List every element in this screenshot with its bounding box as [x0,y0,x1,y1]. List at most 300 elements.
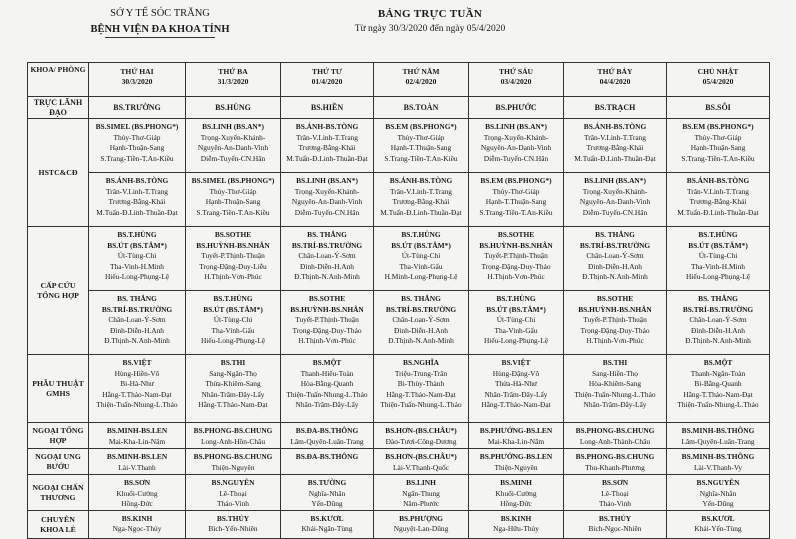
duty-cell [374,97,469,119]
doctor-name: BS.PHƯỢNG [399,513,443,523]
staff-names: Nguyên-An-Danh-Vinh [579,197,651,207]
staff-names: Lài-V.Thanh [118,462,156,472]
doctor-name: BS.HUỲNH-BS.NHÂN [479,240,553,250]
staff-names: Trân-V.Linh-T.Trang [583,132,646,142]
duty-cell [469,119,564,173]
roster-row [28,173,770,227]
duty-cell [89,227,186,291]
duty-cell [564,97,667,119]
staff-names: Nguyệt-Lan-Dũng [393,524,449,534]
staff-names: Thủy-Thơ-Giáp [209,186,257,196]
roster-row [28,423,770,449]
staff-names: Tuyết-P.Thịnh-Thuận [295,315,359,325]
staff-names: Lê-Thoại [219,488,247,498]
duty-cell [564,173,667,227]
duty-cell [281,449,374,475]
duty-cell [374,423,469,449]
doctor-name: BS.TRÍ-BS.TRƯỜNG [291,240,363,250]
doctor-name: BS.TRƯỜNG [113,102,161,112]
staff-names: Thu-Khanh-Phương [585,462,645,472]
staff-names: Hằng-T.Thảo-Nam-Đạt [683,389,753,399]
roster-row [28,475,770,511]
staff-names: Khải-Ngân-Tùng [301,524,353,534]
staff-names: Lài-V.Thanh-Vy [693,462,743,472]
staff-names: Yến-Dũng [311,499,343,509]
doctor-name: BS.LINH (BS.AN*) [296,176,358,185]
doctor-name: BS.VIỆT [122,358,152,367]
doctor-name: BS.PHƯỚNG-BS.LEN [479,426,553,435]
staff-names: Thừa-Hà-Như [494,379,538,389]
staff-names: Lâm-Quyên-Luân-Trang [681,436,755,446]
staff-names: Nga-Ngọc-Thủy [112,524,162,534]
doctor-name: BS.EM (BS.PHONG*) [682,122,754,131]
staff-names: Tuyết-P.Thịnh-Thuận [484,251,548,261]
duty-cell [89,510,186,538]
staff-names: Long-Anh-Thành-Châu [579,436,651,446]
staff-names: Bích-Ngọc-Nhiên [588,524,642,534]
staff-names: Thủy-Thơ-Giáp [113,132,161,142]
staff-names: Hiếu-Long-Phụng-Lệ [104,272,170,282]
doctor-name: BS.ĐA-BS.THÔNG [295,452,359,461]
staff-names: Yến-Dũng [702,499,734,509]
staff-names: Đình-Diễn-H.Anh [588,261,642,271]
hospital-name: BỆNH VIỆN ĐA KHOA TỈNH [90,24,230,35]
staff-names: Thiện-Tuấn-Nhung-L.Thảo [574,389,656,399]
staff-names: Trương-Bằng-Khải [586,143,644,153]
department-label: TRỰC LÃNH ĐẠO [28,97,89,119]
ministry-name: SỞ Y TẾ SÓC TRĂNG [110,8,210,19]
duty-cell [186,423,281,449]
doctor-name: BS.VIỆT [501,358,531,367]
doctor-name: BS.HÙNG [215,102,251,112]
doctor-name: BS.MINH [500,478,532,487]
duty-cell [374,510,469,538]
staff-names: Thiện-Tuấn-Nhung-L.Thảo [286,389,368,399]
staff-names: Triệu-Trung-Trân [394,368,448,378]
staff-names: Hiếu-Long-Phụng-Lệ [200,336,266,346]
staff-names: Chân-Loan-Ý-Sơm [392,315,450,325]
doctor-name: BS.NGUYÊN [696,478,740,487]
roster-row [28,291,770,355]
duty-cell [667,227,770,291]
roster-row [28,355,770,423]
roster-row [28,227,770,291]
staff-names: Thiện-Tuấn-Nhung-L.Thảo [677,400,759,410]
staff-names: Tha-Vinh-Gấu [494,325,538,335]
staff-names: Hồng-Đức [500,499,532,509]
doctor-name: BS.T.HÙNG [698,230,738,239]
doctor-name: BS.MINH-BS.LEN [106,426,168,435]
staff-names: Trương-Bằng-Khải [298,143,356,153]
doctor-name: BS.TRÍ-BS.TRƯỜNG [101,304,173,314]
duty-cell [186,227,281,291]
doctor-name: BS.ÚT (BS.TÂM*) [391,240,451,250]
duty-cell [281,119,374,173]
staff-names: Trọng-Đặng-Duy-Thảo [292,325,362,335]
doctor-name: BS.T.HÙNG [213,294,253,303]
doctor-name: BS. THẮNG [595,230,635,239]
staff-names: Tuyết-P.Thịnh-Thuận [583,315,647,325]
doctor-name: BS.SƠN [123,478,151,487]
doctor-name: BS.LINH (BS.AN*) [485,122,547,131]
corner-header [28,63,89,97]
duty-cell [374,119,469,173]
day-header-row [28,63,770,97]
staff-names: Diễm-Tuyến-CN.Hân [582,207,648,217]
duty-cell [281,97,374,119]
duty-cell [469,423,564,449]
staff-names: M.Tuấn-Đ.Linh-Thuần-Đạt [286,153,368,163]
doctor-name: BS.PHƯỚC [495,102,537,112]
staff-names: H.Minh-Long-Phụng-Lệ [384,272,458,282]
staff-names: Trọng-Xuyến-Khánh- [294,186,360,196]
duty-cell [564,119,667,173]
document-header [0,0,796,60]
staff-names: Hiếu-Long-Phụng-Lệ [685,272,751,282]
duty-cell [186,97,281,119]
duty-cell [469,291,564,355]
staff-names: Nga-Hữu-Thủy [493,524,539,534]
staff-names: H.Thịnh-Vơn-Phúc [204,272,262,282]
staff-names: Mai-Kha-Lin-Nâm [487,436,545,446]
duty-cell [469,173,564,227]
staff-names: Hùng-Hiền-Võ [114,368,160,378]
staff-names: Đình-Diễn-H.Anh [394,325,448,335]
doctor-name: BS. THẮNG [117,294,157,303]
duty-cell [281,355,374,423]
duty-cell [667,291,770,355]
department-label: NGOẠI TỔNG HỢP [28,423,89,449]
staff-names: M.Tuấn-Đ.Linh-Thuần-Đạt [574,153,656,163]
staff-names: Đ.Thịnh-N.Anh-Minh [582,272,648,282]
doctor-name: BS.TRÍ-BS.TRƯỜNG [682,304,754,314]
duty-cell [89,355,186,423]
staff-names: S.Trang-Tiền-T.An-Kiều [479,207,553,217]
staff-names: Bi-Thùy-Thành [397,379,445,389]
staff-names: Út-Tùng-Chi [213,315,253,325]
staff-names: Tha-Vinh-H.Minh [691,261,745,271]
doctor-name: BS.T.HÙNG [117,230,157,239]
doctor-name: BS.LINH (BS.AN*) [202,122,264,131]
staff-names: Trân-V.Linh-T.Trang [105,186,168,196]
staff-names: Nguyên-An-Danh-Vinh [480,143,552,153]
duty-cell [469,355,564,423]
doctor-name: BS.SÔI [705,102,731,112]
duty-cell [374,227,469,291]
duty-cell [374,355,469,423]
staff-names: Tha-Vinh-Gấu [211,325,255,335]
staff-names: Tha-Vinh-H.Minh [110,261,164,271]
doctor-name: BS.HIỀN [310,102,344,112]
doctor-name: BS.SIMEL (BS.PHONG*) [191,176,275,185]
document-title: BẢNG TRỰC TUẦN [377,8,483,20]
day-header: THỨ SÁU 03/4/2020 [469,63,564,97]
staff-names: Trương-Bằng-Khải [392,197,450,207]
day-header: THỨ NĂM 02/4/2020 [374,63,469,97]
doctor-name: BS.ÁNH-BS.TÒNG [583,122,647,131]
staff-names: Long-Anh-Hồn-Châu [200,436,266,446]
staff-names: S.Trang-Tiền-T.An-Kiều [681,153,755,163]
doctor-name: BS.MINH-BS.THÔNG [681,426,755,435]
duty-cell [186,449,281,475]
staff-names: Trân-V.Linh-T.Trang [389,186,452,196]
duty-cell [89,475,186,511]
staff-names: Chân-Loan-Ý-Sơm [298,251,356,261]
duty-cell [374,173,469,227]
duty-cell [89,291,186,355]
day-header: CHỦ NHẬT 05/4/2020 [667,63,770,97]
doctor-name: BS.MINH-BS.LEN [106,452,168,461]
staff-names: Nghĩa-Nhân [699,488,737,498]
staff-names: Diễm-Tuyến-CN.Hân [200,153,266,163]
duty-cell [281,423,374,449]
duty-cell [281,475,374,511]
doctor-name: BS.SOTHE [497,230,535,239]
staff-names: Nâm-Phước [403,499,439,509]
duty-cell [469,97,564,119]
doctor-name: BS.PHONG-BS.CHUNG [575,426,655,435]
staff-names: Nhân-Trâm-Đây-Lấy [484,389,548,399]
staff-names: Khuổi-Cường [116,488,158,498]
staff-names: S.Trang-Tiền-T.An-Kiều [196,207,270,217]
staff-names: Lê-Thoại [601,488,629,498]
duty-cell [469,449,564,475]
duty-cell [469,510,564,538]
duty-cell [281,173,374,227]
staff-names: Bi-Hà-Như [120,379,154,389]
duty-cell [374,475,469,511]
duty-cell [186,291,281,355]
doctor-name: BS.PHƯỚNG-BS.LEN [479,452,553,461]
staff-names: Trọng-Đặng-Duy-Thảo [580,325,650,335]
staff-names: Nguyên-An-Danh-Vinh [197,143,269,153]
staff-names: Hạnh-Thuận-Sang [109,143,165,153]
doctor-name: BS.SOTHE [214,230,252,239]
staff-names: Hùng-Đặng-Võ [492,368,540,378]
staff-names: Hiếu-Long-Phụng-Lệ [483,336,549,346]
staff-names: Thiện-Tuấn-Nhung-L.Thảo [96,400,178,410]
duty-cell [564,355,667,423]
duty-cell [667,423,770,449]
staff-names: Trân-V.Linh-T.Trang [686,186,749,196]
staff-names: Nguyên-An-Danh-Vinh [291,197,363,207]
staff-names: Thanh-Ngân-Toàn [690,368,746,378]
staff-names: Diễm-Tuyến-CN.Hân [294,207,360,217]
staff-names: Hạnh-T.Thuận-Sang [390,143,452,153]
corner-label: KHOA/ PHÒNG [30,65,86,74]
doctor-name: BS.ÁNH-BS.TÒNG [105,176,169,185]
doctor-name: BS.TRÍ-BS.TRƯỜNG [579,240,651,250]
day-header: THỨ BA 31/3/2020 [186,63,281,97]
staff-names: Khuổi-Cường [495,488,537,498]
duty-cell [667,355,770,423]
staff-names: Tuyết-P.Thịnh-Thuận [201,251,265,261]
doctor-name: BS.MINH-BS.THÔNG [681,452,755,461]
staff-names: Hằng-T.Thảo-Nam-Đạt [386,389,456,399]
doctor-name: BS.SOTHE [596,294,634,303]
doctor-name: BS.NGHĨA [403,358,439,367]
staff-names: Thủy-Thơ-Giáp [397,132,445,142]
duty-cell [89,119,186,173]
staff-names: Nhân-Trâm-Đây-Lấy [201,389,265,399]
duty-cell [186,355,281,423]
staff-names: Đình-Diễn-H.Anh [691,325,745,335]
staff-names: Hồng-Đức [121,499,153,509]
staff-names: Thanh-Hiếu-Toàn [300,368,354,378]
doctor-name: BS.KINH [500,513,532,523]
staff-names: Đình-Diễn-H.Anh [110,325,164,335]
duty-cell [89,423,186,449]
staff-names: Hằng-T.Thảo-Nam-Đạt [198,400,268,410]
doctor-name: BS. THẮNG [307,230,347,239]
staff-names: Út-Tùng-Chi [698,251,738,261]
doctor-name: BS.PHONG-BS.CHUNG [193,452,273,461]
doctor-name: BS.HUỲNH-BS.NHÂN [196,240,270,250]
staff-names: Nhân-Trâm-Đây-Lấy [295,400,359,410]
date-range: Từ ngày 30/3/2020 đến ngày 05/4/2020 [354,24,506,34]
staff-names: S.Trang-Tiền-T.An-Kiều [384,153,458,163]
duty-cell [89,449,186,475]
staff-names: Thiện-Nguyên [211,462,255,472]
staff-names: Thiện-Tuấn-Nhung-L.Thảo [380,400,462,410]
doctor-name: BS.ÚT (BS.TÂM*) [203,304,263,314]
staff-names: H.Thịnh-Vơn-Phúc [298,336,356,346]
doctor-name: BS. THẮNG [698,294,738,303]
duty-cell [89,173,186,227]
department-label: CHUYÊN KHOA LẺ [28,510,89,538]
staff-names: Chân-Loan-Ý-Sơm [586,251,644,261]
duty-cell [564,227,667,291]
staff-names: Nghĩa-Nhân [308,488,346,498]
doctor-name: BS.SOTHE [308,294,346,303]
duty-cell [667,173,770,227]
doctor-name: BS.ÁNH-BS.TÒNG [389,176,453,185]
doctor-name: BS.SƠN [601,478,629,487]
staff-names: Trọng-Xuyến-Khánh- [200,132,266,142]
staff-names: Út-Tùng-Chi [401,251,441,261]
doctor-name: BS.PHONG-BS.CHUNG [193,426,273,435]
duty-cell [564,449,667,475]
duty-cell [564,291,667,355]
department-label: PHẪU THUẬT GMHS [28,355,89,423]
doctor-name: BS.KƯƠL [310,513,344,523]
doctor-name: BS.T.HÙNG [401,230,441,239]
header-underline [105,37,215,38]
staff-names: Tha-Vinh-Gấu [399,261,443,271]
staff-names: Sang-Hiền-Thọ [592,368,638,378]
roster-row [28,510,770,538]
duty-cell [667,97,770,119]
staff-names: Thừa-Khiêm-Sang [205,379,261,389]
department-label: NGOẠI CHẤN THƯƠNG [28,475,89,511]
staff-names: Hạnh-Thuận-Sang [690,143,746,153]
doctor-name: BS.ÚT (BS.TÂM*) [486,304,546,314]
doctor-name: BS.ÚT (BS.TÂM*) [688,240,748,250]
staff-names: Hạnh-Thuận-Sang [205,197,261,207]
doctor-name: BS.ÁNH-BS.TÒNG [686,176,750,185]
roster-row [28,97,770,119]
doctor-name: BS.PHONG-BS.CHUNG [575,452,655,461]
staff-names: Lài-V.Thanh-Quốc [393,462,449,472]
duty-cell [89,97,186,119]
doctor-name: BS.T.HÙNG [496,294,536,303]
doctor-name: BS.EM (BS.PHONG*) [385,122,457,131]
doctor-name: BS.NGUYÊN [211,478,255,487]
duty-cell [667,510,770,538]
duty-cell [186,510,281,538]
doctor-name: BS.KƯƠL [701,513,735,523]
staff-names: Bích-Yến-Nhiên [208,524,258,534]
duty-cell [564,510,667,538]
staff-names: Nhân-Trâm-Đây-Lấy [583,400,647,410]
staff-names: H.Thịnh-Vơn-Phúc [586,336,644,346]
doctor-name: BS.HƠN-(BS.CHÂU*) [385,452,457,461]
duty-cell [667,449,770,475]
staff-names: Trọng-Xuyến-Khánh- [483,132,549,142]
duty-cell [564,475,667,511]
doctor-name: BS.TRẠCH [594,102,636,112]
staff-names: Út-Tùng-Chi [496,315,536,325]
doctor-name: BS.THỦY [216,513,250,523]
doctor-name: BS.MỘT [312,358,342,367]
duty-cell [281,291,374,355]
staff-names: Đào-Tươi-Công-Dương [385,436,457,446]
staff-names: Trương-Bằng-Khải [689,197,747,207]
staff-names: Đ.Thịnh-N.Anh-Minh [388,336,454,346]
duty-cell [667,119,770,173]
duty-roster-table [27,62,770,539]
staff-names: Thủy-Thơ-Giáp [492,186,540,196]
staff-names: Lâm-Quyên-Luân-Trang [290,436,364,446]
staff-names: Trọng-Đặng-Duy-Thảo [481,261,551,271]
doctor-name: BS.LINH [406,478,436,487]
doctor-name: BS.EM (BS.PHONG*) [480,176,552,185]
staff-names: Hòa-Bằng-Quanh [300,379,354,389]
staff-names: Mai-Kha-Lin-Nâm [108,436,166,446]
doctor-name: BS.SIMEL (BS.PHONG*) [95,122,179,131]
staff-names: Thiện-Nguyên [494,462,538,472]
staff-names: Trân-V.Linh-T.Trang [295,132,358,142]
duty-cell [186,173,281,227]
duty-cell [374,291,469,355]
staff-names: H.Thịnh-Vơn-Phúc [487,272,545,282]
doctor-name: BS.THỦY [598,513,632,523]
doctor-name: BS.TRÍ-BS.TRƯỜNG [385,304,457,314]
duty-cell [281,227,374,291]
duty-cell [186,119,281,173]
staff-names: Chân-Loan-Ý-Sơm [689,315,747,325]
department-label: NGOẠI UNG BƯỚU [28,449,89,475]
day-header: THỨ HAI 30/3/2020 [89,63,186,97]
duty-cell [186,475,281,511]
staff-names: Trọng-Xuyến-Khánh- [582,186,648,196]
staff-names: Ngân-Thung [402,488,440,498]
duty-cell [374,449,469,475]
staff-names: Bi-Bằng-Quanh [694,379,742,389]
staff-names: Thảo-Vinh [217,499,249,509]
duty-cell [281,510,374,538]
doctor-name: BS.HƠN-(BS.CHÂU*) [385,426,457,435]
duty-cell [469,227,564,291]
doctor-name: BS.TOÀN [403,102,439,112]
duty-cell [469,475,564,511]
issuer-block [60,8,260,38]
staff-names: Trương-Bằng-Khải [108,197,166,207]
doctor-name: BS.ÁNH-BS.TÒNG [295,122,359,131]
staff-names: S.Trang-Tiền-T.An-Kiều [100,153,174,163]
doctor-name: BS.THI [602,358,628,367]
staff-names: Thảo-Vinh [599,499,631,509]
